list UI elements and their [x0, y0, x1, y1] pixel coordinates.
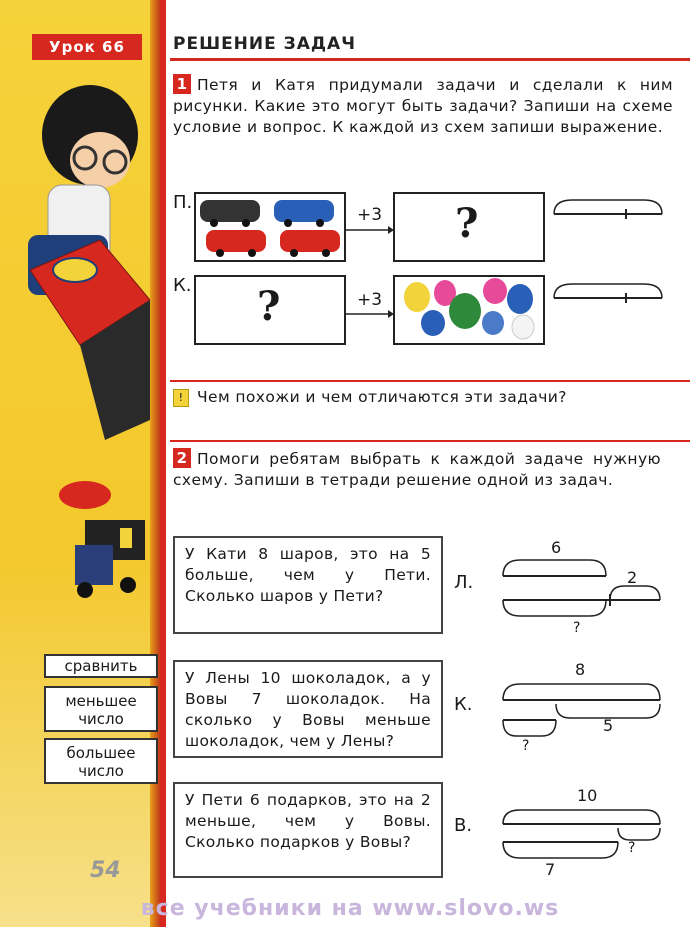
scheme-letter-1: Л.	[454, 572, 474, 593]
page-title: РЕШЕНИЕ ЗАДАЧ	[173, 34, 356, 54]
margin-line	[160, 0, 166, 927]
scheme-letter-2: К.	[454, 694, 473, 715]
scheme-1-bottom: ?	[573, 620, 581, 636]
plus-three-p: +3	[357, 205, 383, 225]
page-number: 54	[90, 858, 121, 883]
row-k-label: К.	[173, 275, 192, 296]
scheme-2-top: 8	[575, 660, 586, 679]
separator	[170, 380, 690, 382]
question-mark: ?	[257, 283, 281, 330]
scheme-2-bottom: ?	[522, 738, 530, 754]
separator	[170, 440, 690, 442]
row-p-label: П.	[173, 192, 193, 213]
task1-number: 1	[173, 74, 191, 94]
arrow-right-icon	[346, 308, 394, 320]
scheme-3-mid: ?	[628, 840, 636, 856]
scheme-1-mid: 2	[627, 568, 638, 587]
side-card-smaller: меньшее число	[44, 686, 158, 732]
problem-card-2: У Лены 10 шоколадок, а у Вовы 7 шоколадок. На сколько у Вовы меньше шоколадок, чем у Лены?	[173, 660, 443, 758]
scheme-letter-3: В.	[454, 815, 473, 836]
scheme-2-mid: 5	[603, 716, 614, 735]
sidebar-edge	[150, 0, 160, 927]
task2-number: 2	[173, 448, 191, 468]
sidebar-illustration	[0, 0, 158, 927]
segment-scheme-v	[500, 806, 665, 862]
lesson-badge: Урок 66	[32, 34, 142, 60]
boy-illustration	[0, 0, 158, 927]
title-rule	[170, 58, 690, 61]
scheme-1-top: 6	[551, 538, 562, 557]
scheme-3-top: 10	[577, 786, 598, 805]
segment-scheme-p	[552, 196, 664, 220]
hint-line: ! Чем похожи и чем отличаются эти задачи?	[173, 387, 673, 408]
watermark: все учебники на www.slovo.ws	[140, 896, 560, 921]
side-card-compare: сравнить	[44, 654, 158, 678]
arrow-right-icon	[346, 224, 394, 236]
side-card-greater: большее число	[44, 738, 158, 784]
problem-card-3: У Пети 6 подарков, это на 2 меньше, чем у Вовы. Сколько подарков у Вовы?	[173, 782, 443, 878]
scheme-3-bottom: 7	[545, 860, 556, 879]
balloons-picture	[393, 275, 545, 345]
segment-scheme-l	[500, 556, 665, 622]
balloons-icon	[395, 277, 543, 343]
plus-three-k: +3	[357, 290, 383, 310]
task2-text: 2 Помоги ребятам выбрать к каждой задаче нужную схему. Запиши в тетради решение одной из задач.	[173, 449, 661, 489]
bulb-icon: !	[173, 389, 189, 407]
problem-card-1: У Кати 8 шаров, это на 5 больше, чем у Пети. Сколько шаров у Пети?	[173, 536, 443, 634]
cars-icon	[196, 194, 344, 260]
cars-picture	[194, 192, 346, 262]
segment-scheme-k	[552, 280, 664, 304]
segment-scheme-k2	[500, 680, 665, 742]
question-mark: ?	[455, 200, 479, 247]
task1-text: 1 Петя и Катя придумали задачи и сделали к ним рисунки. Какие это могут быть задачи? Запиши на схеме условие и вопрос. К каждой из схем запиши выражение.	[173, 75, 673, 136]
